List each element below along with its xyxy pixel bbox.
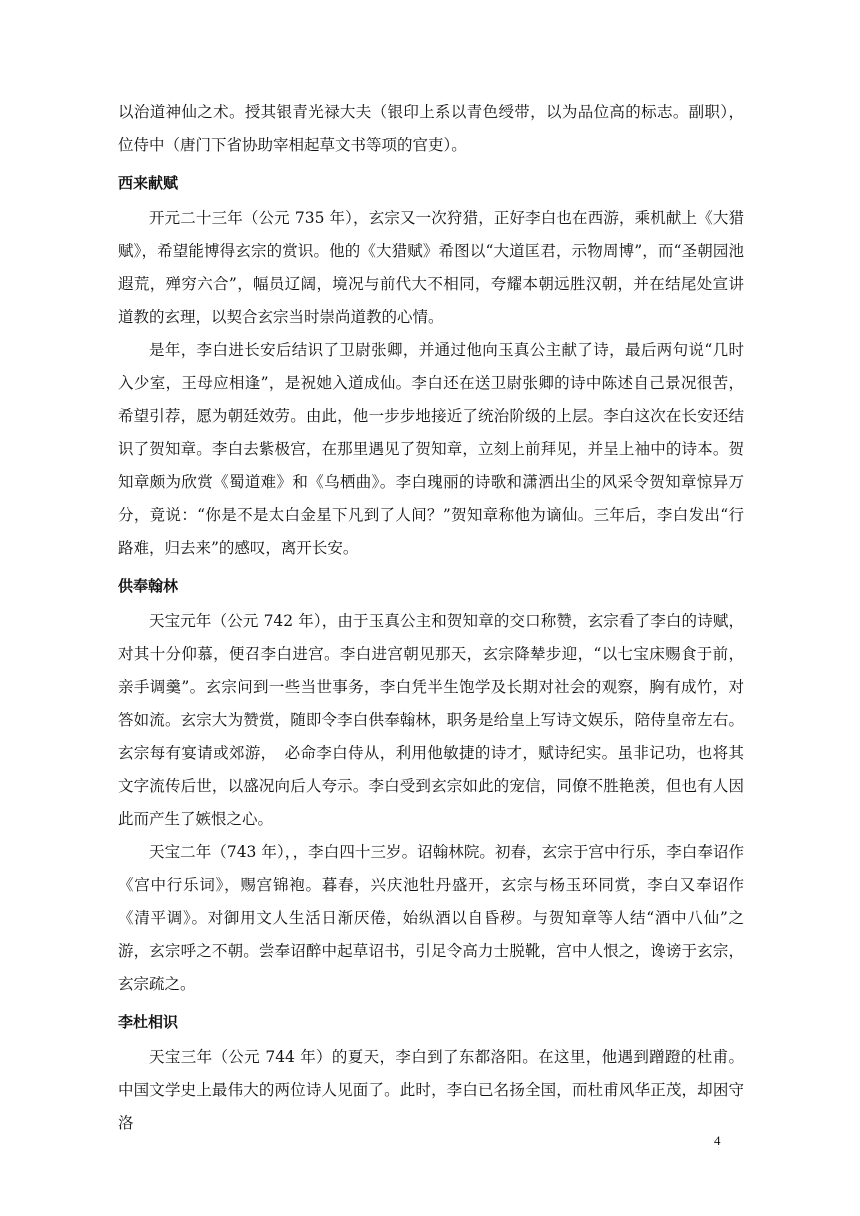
section-heading: 供奉翰林 bbox=[118, 577, 179, 595]
paragraph: 天宝二年（743 年），，李白四十三岁。诏翰林院。初春，玄宗于宫中行乐，李白奉诏作《宫中行乐词》，赐宫锦袍。暮春，兴庆池牡丹盛开，玄宗与杨玉环同赏，李白又奉诏作《清平调》。对御用文人生活日渐厌倦，始纵酒以自昏秽。与贺知章等人结“酒中八仙”之游，玄宗呼之不朝。尝奉诏醉中起草诏书，引足令高力士脱靴，宫中人恨之，谗谤于玄宗，玄宗疏之。 bbox=[118, 843, 744, 993]
page-number: 4 bbox=[714, 1133, 721, 1148]
section-heading: 西来献赋 bbox=[118, 174, 179, 192]
paragraph: 以治道神仙之术。授其银青光禄大夫（银印上系以青色绶带，以为品位高的标志。副职），位侍中（唐门下省协助宰相起草文书等项的官吏）。 bbox=[118, 103, 744, 154]
paragraph: 是年，李白进长安后结识了卫尉张卿，并通过他向玉真公主献了诗，最后两句说“几时入少室，王母应相逢”，是祝她入道成仙。李白还在送卫尉张卿的诗中陈述自己景况很苦，希望引荐，愿为朝廷效劳。由此，他一步步地接近了统治阶级的上层。李白这次在长安还结识了贺知章。李白去紫极宫，在那里遇见了贺知章，立刻上前拜见，并呈上袖中的诗本。贺知章颇为欣赏《蜀道难》和《乌栖曲》。李白瑰丽的诗歌和潇洒出尘的风采令贺知章惊异万分，竟说：“你是不是太白金星下凡到了人间？”贺知章称他为谪仙。三年后，李白发出“行路难，归去来”的感叹，离开长安。 bbox=[118, 341, 744, 557]
paragraph: 开元二十三年（公元 735 年），玄宗又一次狩猎，正好李白也在西游，乘机献上《大猎赋》，希望能博得玄宗的赏识。他的《大猎赋》希图以“大道匡君，示物周博”，而“圣朝园池遐荒，殚穷六合”，幅员辽阔，境况与前代大不相同，夸耀本朝远胜汉朝，并在结尾处宣讲道教的玄理，以契合玄宗当时崇尚道教的心情。 bbox=[118, 209, 744, 326]
section-heading: 李杜相识 bbox=[118, 1013, 179, 1031]
paragraph: 天宝三年（公元 744 年）的夏天，李白到了东都洛阳。在这里，他遇到蹭蹬的杜甫。中国文学史上最伟大的两位诗人见面了。此时，李白已名扬全国，而杜甫风华正茂，却困守洛 bbox=[118, 1048, 744, 1132]
document-body bbox=[118, 96, 744, 1140]
paragraph: 天宝元年（公元 742 年），由于玉真公主和贺知章的交口称赞，玄宗看了李白的诗赋，对其十分仰慕，便召李白进宫。李白进宫朝见那天，玄宗降辇步迎，“以七宝床赐食于前，亲手调羹”。玄宗问到一些当世事务，李白凭半生饱学及长期对社会的观察，胸有成竹，对答如流。玄宗大为赞赏，随即令李白供奉翰林，职务是给皇上写诗文娱乐，陪侍皇帝左右。玄宗每有宴请或郊游， 必命李白侍从，利用他敏捷的诗才，赋诗纪实。虽非记功，也将其文字流传后世，以盛况向后人夸示。李白受到玄宗如此的宠信，同僚不胜艳羡，但也有人因此而产生了嫉恨之心。 bbox=[118, 612, 744, 828]
